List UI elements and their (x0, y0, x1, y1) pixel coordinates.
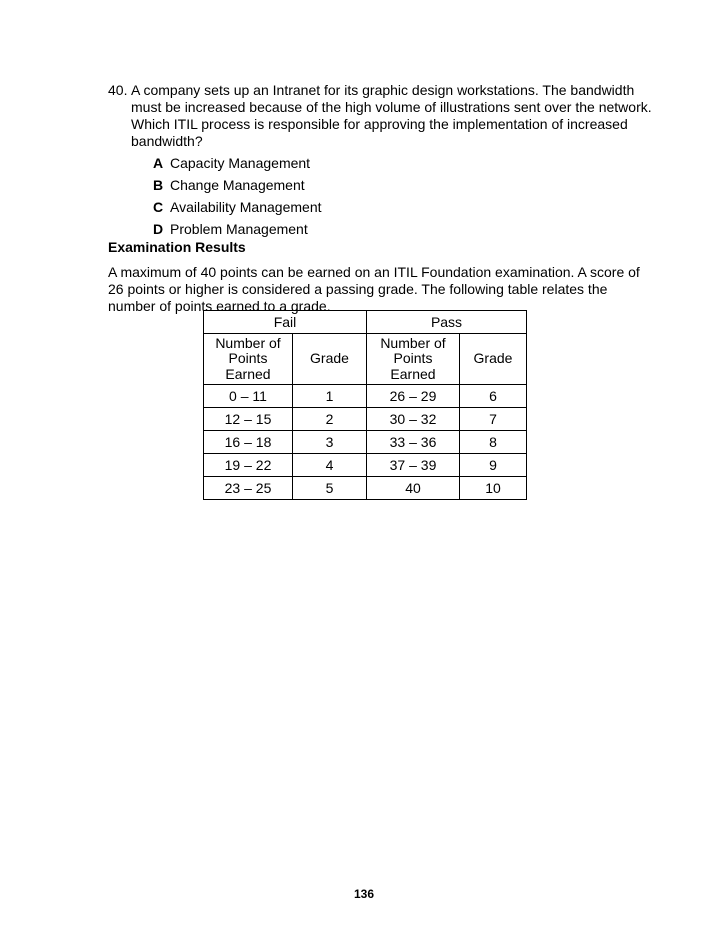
option-c (153, 199, 628, 221)
fail-grade-header: Grade (293, 334, 367, 385)
pass-grade-cell: 9 (460, 454, 527, 477)
table-row (204, 454, 527, 477)
question-number: 40. (108, 82, 128, 98)
option-text: Change Management (170, 177, 305, 193)
question-line: bandwidth? (131, 133, 203, 149)
page-number: 136 (353, 887, 375, 901)
table-row (204, 408, 527, 431)
table-row (204, 431, 527, 454)
option-b (153, 177, 628, 199)
option-text: Capacity Management (170, 155, 311, 171)
header-line: Number of (380, 334, 446, 351)
pass-points-cell: 30 – 32 (367, 408, 460, 431)
option-letter: B (153, 177, 164, 193)
section-heading: Examination Results (108, 239, 246, 255)
fail-grade-cell: 1 (293, 385, 367, 408)
option-text: Availability Management (170, 199, 322, 215)
pass-points-header (367, 334, 460, 385)
paragraph-line: 26 points or higher is considered a passing grade. The following table relates the (108, 281, 608, 297)
paragraph-line: number of points earned to a grade. (108, 298, 331, 314)
answer-options (153, 155, 628, 243)
option-text: Problem Management (170, 221, 308, 237)
grades-table (203, 310, 527, 500)
pass-grade-cell: 7 (460, 408, 527, 431)
pass-grade-cell: 6 (460, 385, 527, 408)
fail-header: Fail (204, 311, 367, 334)
fail-grade-cell: 2 (293, 408, 367, 431)
option-letter: A (153, 155, 164, 171)
fail-grade-cell: 3 (293, 431, 367, 454)
fail-grade-cell: 4 (293, 454, 367, 477)
header-line: Earned (390, 365, 436, 382)
pass-header: Pass (367, 311, 527, 334)
question-line: Which ITIL process is responsible for approving the implementation of increased (131, 116, 628, 132)
option-letter: C (153, 199, 164, 215)
pass-points-cell: 37 – 39 (367, 454, 460, 477)
option-letter: D (153, 221, 164, 237)
pass-grade-header: Grade (460, 334, 527, 385)
section-paragraph (108, 264, 640, 315)
question-text (131, 82, 652, 243)
table-header-row (204, 311, 527, 334)
header-line: Points (393, 350, 433, 367)
fail-points-cell: 12 – 15 (204, 408, 293, 431)
pass-grade-cell: 8 (460, 431, 527, 454)
question-40 (108, 82, 652, 243)
pass-grade-cell: 10 (460, 477, 527, 500)
header-line: Points (228, 350, 268, 367)
option-a (153, 155, 628, 177)
fail-points-cell: 16 – 18 (204, 431, 293, 454)
table-row (204, 477, 527, 500)
header-line: Earned (225, 365, 271, 382)
fail-points-header (204, 334, 293, 385)
question-line: must be increased because of the high volume of illustrations sent over the network. (131, 99, 652, 115)
paragraph-line: A maximum of 40 points can be earned on an ITIL Foundation examination. A score of (108, 264, 640, 280)
table-subheader-row (204, 334, 527, 385)
header-line: Number of (215, 334, 281, 351)
pass-points-cell: 33 – 36 (367, 431, 460, 454)
pass-points-cell: 40 (367, 477, 460, 500)
fail-grade-cell: 5 (293, 477, 367, 500)
pass-points-cell: 26 – 29 (367, 385, 460, 408)
fail-points-cell: 0 – 11 (204, 385, 293, 408)
table-row (204, 385, 527, 408)
fail-points-cell: 23 – 25 (204, 477, 293, 500)
question-line: A company sets up an Intranet for its graphic design workstations. The bandwidth (131, 82, 635, 98)
fail-points-cell: 19 – 22 (204, 454, 293, 477)
